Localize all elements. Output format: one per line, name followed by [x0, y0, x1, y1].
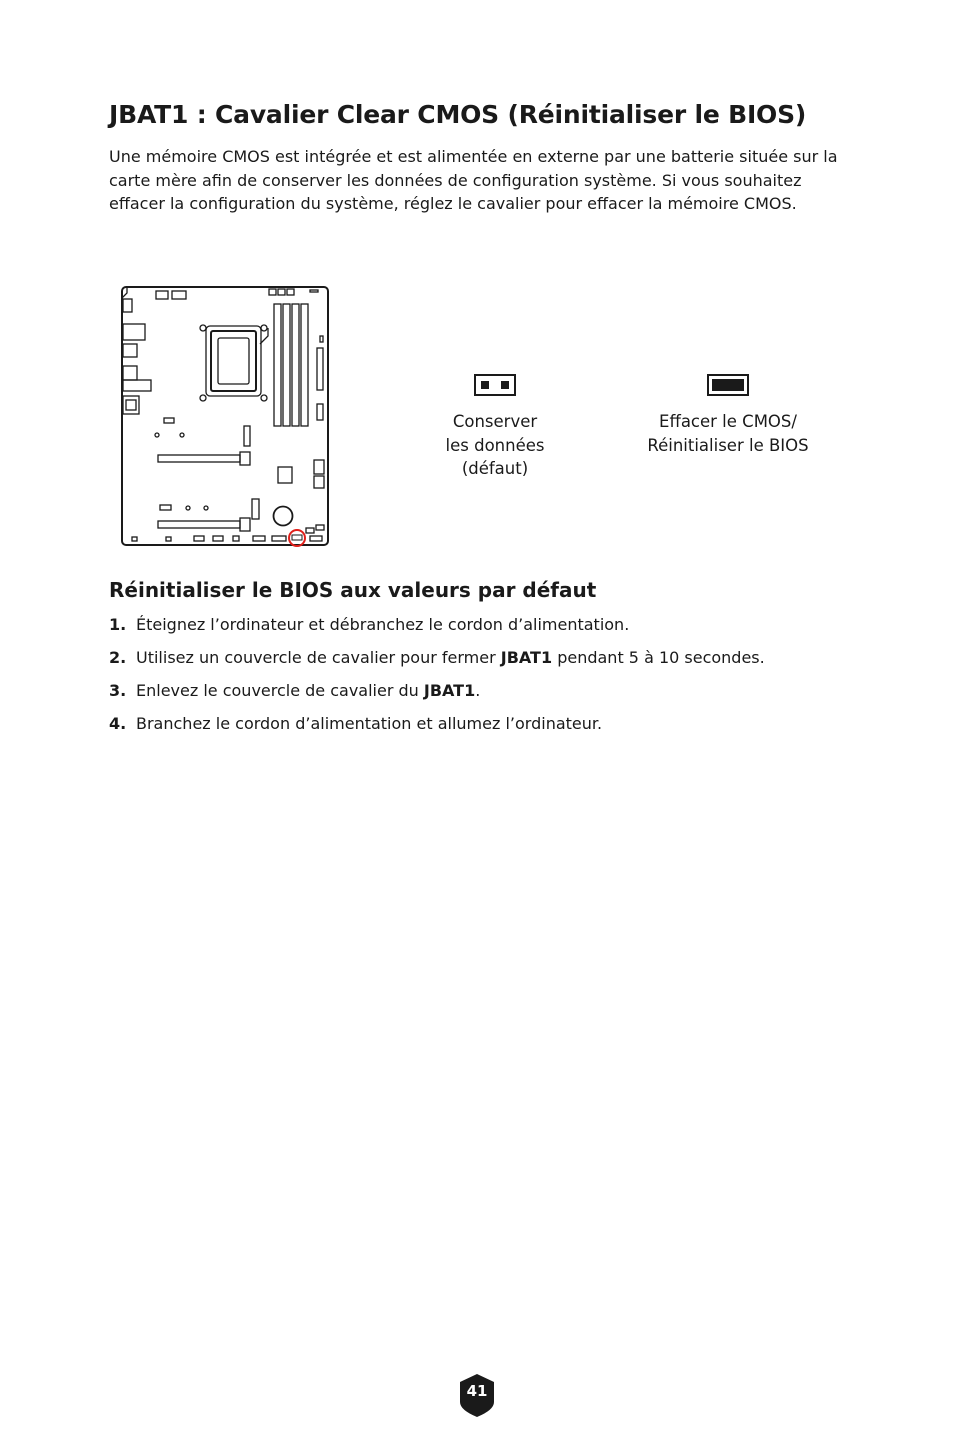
- motherboard-diagram: [118, 284, 330, 548]
- steps-list: [109, 612, 765, 744]
- page-title: JBAT1 : Cavalier Clear CMOS (Réinitialiser le BIOS): [109, 100, 807, 129]
- jbat1-highlight-marker: [289, 530, 305, 546]
- jumper-open-icon: [474, 374, 516, 396]
- step-number: 4.: [109, 714, 127, 733]
- step-number: 2.: [109, 648, 127, 667]
- caption-keep-data: Conserver les données (défaut): [445, 412, 545, 478]
- section-subtitle: Réinitialiser le BIOS aux valeurs par défaut: [109, 578, 597, 602]
- step-number: 3.: [109, 681, 127, 700]
- list-item: 4. Branchez le cordon d’alimentation et allumez l’ordinateur.: [109, 711, 765, 744]
- page-number: 41: [466, 1382, 488, 1400]
- list-item: 3. Enlevez le couvercle de cavalier du JBAT1.: [109, 678, 765, 711]
- caption-clear-cmos: Effacer le CMOS/ Réinitialiser le BIOS: [647, 412, 809, 455]
- intro-paragraph: Une mémoire CMOS est intégrée et est alimentée en externe par une batterie située sur la carte mère afin de conserver les données de configuration système. Si vous souhaitez effacer la configuration du système, réglez le cavalier pour effacer la mémoire CMOS.: [109, 147, 838, 213]
- list-item: 2. Utilisez un couvercle de cavalier pour fermer JBAT1 pendant 5 à 10 secondes.: [109, 645, 765, 678]
- list-item: 1. Éteignez l’ordinateur et débranchez le cordon d’alimentation.: [109, 612, 765, 645]
- step-number: 1.: [109, 615, 127, 634]
- jumper-closed-icon: [707, 374, 749, 396]
